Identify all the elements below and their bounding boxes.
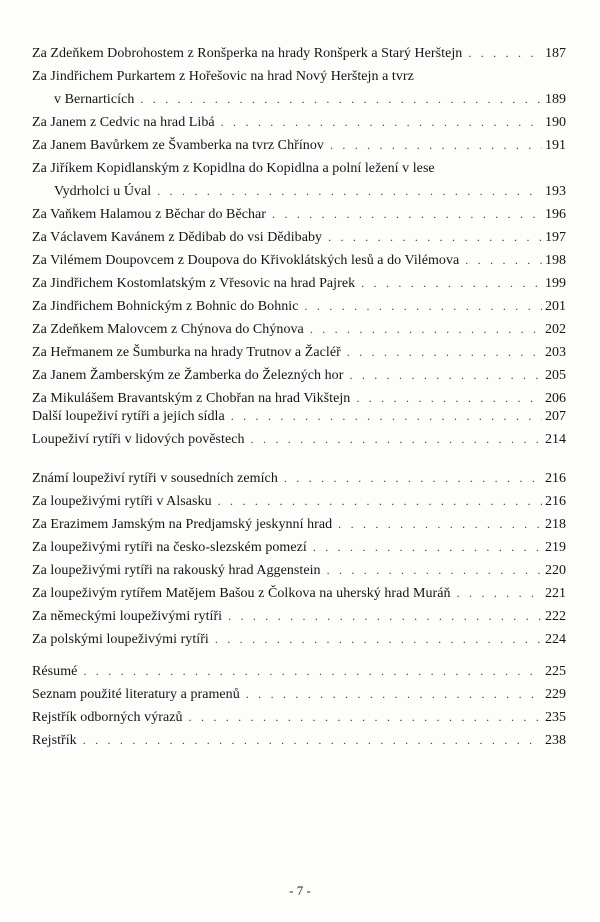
toc-entry[interactable] [32, 467, 566, 490]
toc-entry-title-cont: Vydrholci u Úval [54, 184, 152, 199]
dot-leader [457, 582, 542, 605]
toc-entry-title: Za Heřmanem ze Šumburka na hrady Trutnov a Žacléř [32, 345, 341, 360]
toc-entry-page: 216 [545, 471, 566, 486]
toc-entry[interactable] [32, 536, 566, 559]
toc-entry-page: 221 [545, 586, 566, 601]
toc-entry[interactable] [32, 65, 566, 88]
toc-entry-page: 225 [545, 664, 566, 679]
toc-entry[interactable] [32, 683, 566, 706]
toc-entry[interactable] [32, 295, 566, 318]
toc-entry-page: 205 [545, 368, 566, 383]
toc-entry[interactable] [32, 364, 566, 387]
toc-entry-page: 220 [545, 563, 566, 578]
dot-leader [251, 428, 542, 451]
dot-leader [83, 660, 542, 683]
toc-entry[interactable] [32, 134, 566, 157]
toc-entry[interactable] [32, 729, 566, 752]
toc-entry-page: 224 [545, 632, 566, 647]
dot-leader [338, 513, 542, 536]
toc-entry-title: Za Janem z Cedvic na hrad Libá [32, 115, 215, 130]
toc-entry-title: Za loupeživými rytíři na česko-slezském pomezí [32, 540, 307, 555]
dot-leader [305, 295, 543, 318]
toc-entry[interactable] [32, 341, 566, 364]
toc-entry-page: 214 [545, 432, 566, 447]
toc-entry-page: 207 [545, 409, 566, 424]
dot-leader [330, 134, 542, 157]
toc-entry[interactable] [32, 605, 566, 628]
dot-leader [231, 405, 542, 428]
toc-entry-page: 198 [545, 253, 566, 268]
toc-entry-page: 199 [545, 276, 566, 291]
toc-entry[interactable] [32, 706, 566, 729]
dot-leader [221, 111, 542, 134]
dot-leader [465, 249, 542, 272]
toc-entry-title: Za německými loupeživými rytíři [32, 609, 223, 624]
dot-leader [313, 536, 542, 559]
dot-leader [347, 341, 542, 364]
toc-entry-title: Za polskými loupeživými rytíři [32, 632, 209, 647]
toc-entry[interactable] [32, 559, 566, 582]
toc-entry-title: Za Jindřichem Kostomlatským z Vřesovic na hrad Pajrek [32, 276, 356, 291]
toc-entry-page: 202 [545, 322, 566, 337]
toc-entry[interactable] [32, 513, 566, 536]
toc-entry-page: 191 [545, 138, 566, 153]
toc-entry-page: 196 [545, 207, 566, 222]
toc-entry-title: Za Jiříkem Kopidlanským z Kopidlna do Kopidlna a polní ležení v lese [32, 161, 435, 176]
dot-leader [327, 559, 542, 582]
toc-entry[interactable] [32, 226, 566, 249]
dot-leader [328, 226, 542, 249]
toc-entry[interactable] [32, 249, 566, 272]
toc-group-neighbouring-lands [32, 467, 566, 651]
toc-entry-page: 216 [545, 494, 566, 509]
toc-entry-title: Rejstřík [32, 733, 77, 748]
dot-leader [361, 272, 542, 295]
dot-leader [284, 467, 542, 490]
toc-entry[interactable] [32, 272, 566, 295]
toc-entry-title: Za loupeživými rytíři v Alsasku [32, 494, 212, 509]
toc-entry[interactable] [32, 111, 566, 134]
page-number: - 7 - [289, 883, 311, 898]
toc-entry-title: Známí loupeživí rytíři v sousedních zemích [32, 471, 278, 486]
toc-entry-title: Za Janem Bavůrkem ze Švamberka na tvrz Chřínov [32, 138, 324, 153]
toc-entry-page: 235 [545, 710, 566, 725]
dot-leader [228, 605, 542, 628]
toc-entry-continuation[interactable] [32, 88, 566, 111]
toc-entry-page: 238 [545, 733, 566, 748]
dot-leader [218, 490, 542, 513]
dot-leader [246, 683, 542, 706]
toc-entry-title-cont: v Bernarticích [54, 92, 135, 107]
toc-group-more-knights [32, 405, 566, 451]
toc-entry-title: Za Vaňkem Halamou z Běchar do Běchar [32, 207, 267, 222]
toc-entry[interactable] [32, 203, 566, 226]
dot-leader [215, 628, 542, 651]
toc-entry-title: Za Zdeňkem Malovcem z Chýnova do Chýnova [32, 322, 304, 337]
toc-entry-page: 197 [545, 230, 566, 245]
toc-entry[interactable] [32, 660, 566, 683]
toc-entry-title: Rejstřík odborných výrazů [32, 710, 183, 725]
toc-entry-title: Další loupeživí rytíři a jejich sídla [32, 409, 225, 424]
toc-entry-page: 201 [545, 299, 566, 314]
toc-entry[interactable] [32, 157, 566, 180]
dot-leader [272, 203, 542, 226]
dot-leader [140, 88, 542, 111]
toc-entry-page: 206 [545, 391, 566, 406]
toc-entry-page: 190 [545, 115, 566, 130]
toc-entry-title: Za loupeživými rytíři na rakouský hrad Aggenstein [32, 563, 321, 578]
toc-entry-title: Za loupeživým rytířem Matějem Bašou z Čolkova na uherský hrad Muráň [32, 586, 451, 601]
toc-group-castles [32, 42, 566, 410]
toc-entry-title: Za Jindřichem Bohnickým z Bohnic do Bohnic [32, 299, 299, 314]
toc-entry-title: Za Janem Žamberským ze Žamberka do Železných hor [32, 368, 344, 383]
toc-entry-title: Seznam použité literatury a pramenů [32, 687, 240, 702]
toc-entry-title: Za Zdeňkem Dobrohostem z Ronšperka na hrady Ronšperk a Starý Herštejn [32, 46, 463, 61]
toc-entry[interactable] [32, 628, 566, 651]
toc-entry-title: Za Jindřichem Purkartem z Hořešovic na hrad Nový Herštejn a tvrz [32, 69, 414, 84]
toc-entry-title: Za Mikulášem Bravantským z Chobřan na hrad Vikštejn [32, 391, 351, 406]
toc-entry-continuation[interactable] [32, 180, 566, 203]
dot-leader [349, 364, 542, 387]
toc-entry[interactable] [32, 490, 566, 513]
toc-entry-title: Loupeživí rytíři v lidových pověstech [32, 432, 245, 447]
dot-leader [310, 318, 542, 341]
toc-entry[interactable] [32, 405, 566, 428]
toc-entry-page: 189 [545, 92, 566, 107]
toc-entry-page: 218 [545, 517, 566, 532]
toc-entry[interactable] [32, 428, 566, 451]
toc-entry-page: 219 [545, 540, 566, 555]
toc-entry-title: Za Vilémem Doupovcem z Doupova do Křivoklátských lesů a do Vilémova [32, 253, 460, 268]
toc-entry-page: 203 [545, 345, 566, 360]
toc-entry-title: Résumé [32, 664, 78, 679]
toc-entry-title: Za Václavem Kavánem z Dědibab do vsi Dědibaby [32, 230, 323, 245]
toc-group-appendix [32, 660, 566, 752]
toc-entry[interactable] [32, 42, 566, 65]
toc-entry-page: 193 [545, 184, 566, 199]
dot-leader [157, 180, 542, 203]
toc-entry-page: 229 [545, 687, 566, 702]
dot-leader [468, 42, 542, 65]
dot-leader [83, 729, 542, 752]
toc-entry-page: 187 [545, 46, 566, 61]
toc-entry-page: 222 [545, 609, 566, 624]
toc-entry[interactable] [32, 318, 566, 341]
toc-entry-title: Za Erazimem Jamským na Predjamský jeskynní hrad [32, 517, 333, 532]
dot-leader [189, 706, 542, 729]
toc-entry[interactable] [32, 582, 566, 605]
